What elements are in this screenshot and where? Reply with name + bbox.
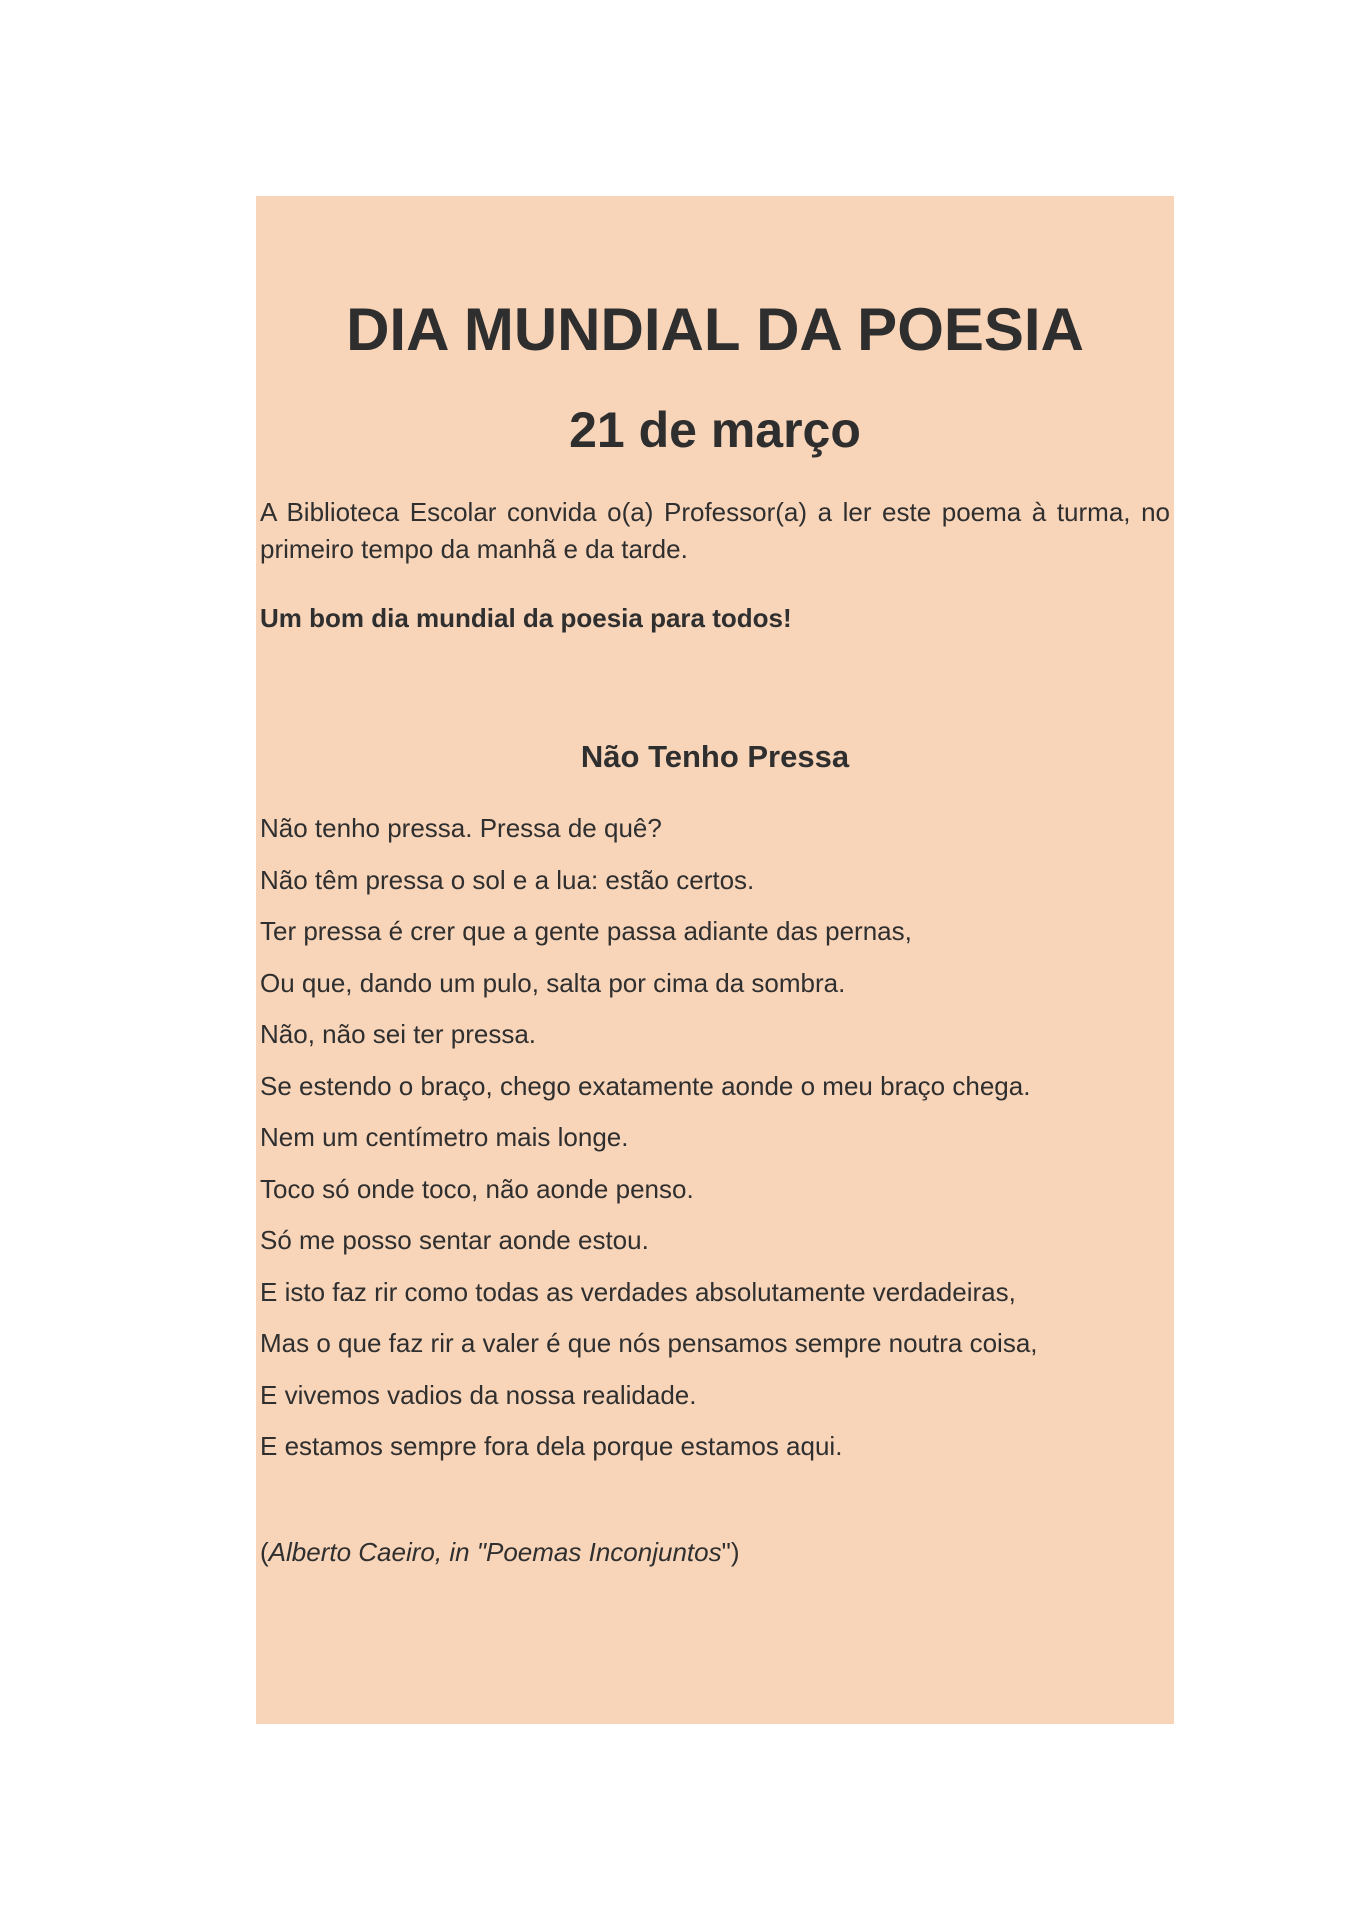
page-title: DIA MUNDIAL DA POESIA [346, 296, 1084, 363]
poem-line: E isto faz rir como todas as verdades absolutamente verdadeiras, [260, 1276, 1016, 1307]
poem-line: Ou que, dando um pulo, salta por cima da sombra. [260, 967, 846, 998]
poem-line: Mas o que faz rir a valer é que nós pensamos sempre noutra coisa, [260, 1328, 1038, 1358]
poem-line: Só me posso sentar aonde estou. [260, 1225, 649, 1255]
credit-open: ( [260, 1537, 269, 1567]
credit-close: ") [721, 1537, 740, 1567]
credit-author-source: Alberto Caeiro, in "Poemas Inconjuntos [268, 1537, 722, 1567]
intro-paragraph: A Biblioteca Escolar convida o(a) Professor(a) a ler este poema à turma, no primeiro tempo da manhã e da tarde. [260, 497, 1170, 564]
poem-credit [260, 1532, 1170, 1572]
poem-line: Ter pressa é crer que a gente passa adiante das pernas, [260, 916, 912, 946]
poem-line: Se estendo o braço, chego exatamente aonde o meu braço chega. [260, 1070, 1031, 1101]
poem-line: Não, não sei ter pressa. [260, 1019, 537, 1049]
poem-line: E estamos sempre fora dela porque estamos aqui. [260, 1431, 843, 1461]
poem-line: Não tenho pressa. Pressa de quê? [260, 813, 662, 843]
poem-line: E vivemos vadios da nossa realidade. [260, 1379, 697, 1410]
poem-line: Não têm pressa o sol e a lua: estão certos. [260, 864, 755, 895]
poem-title: Não Tenho Pressa [580, 739, 850, 774]
event-date: 21 de março [569, 402, 861, 458]
greeting-text: Um bom dia mundial da poesia para todos! [260, 603, 792, 633]
poem-line: Toco só onde toco, não aonde penso. [260, 1173, 694, 1204]
poster-panel [256, 196, 1174, 1724]
poem-body [260, 808, 1170, 1478]
poem-line: Nem um centímetro mais longe. [260, 1122, 629, 1152]
